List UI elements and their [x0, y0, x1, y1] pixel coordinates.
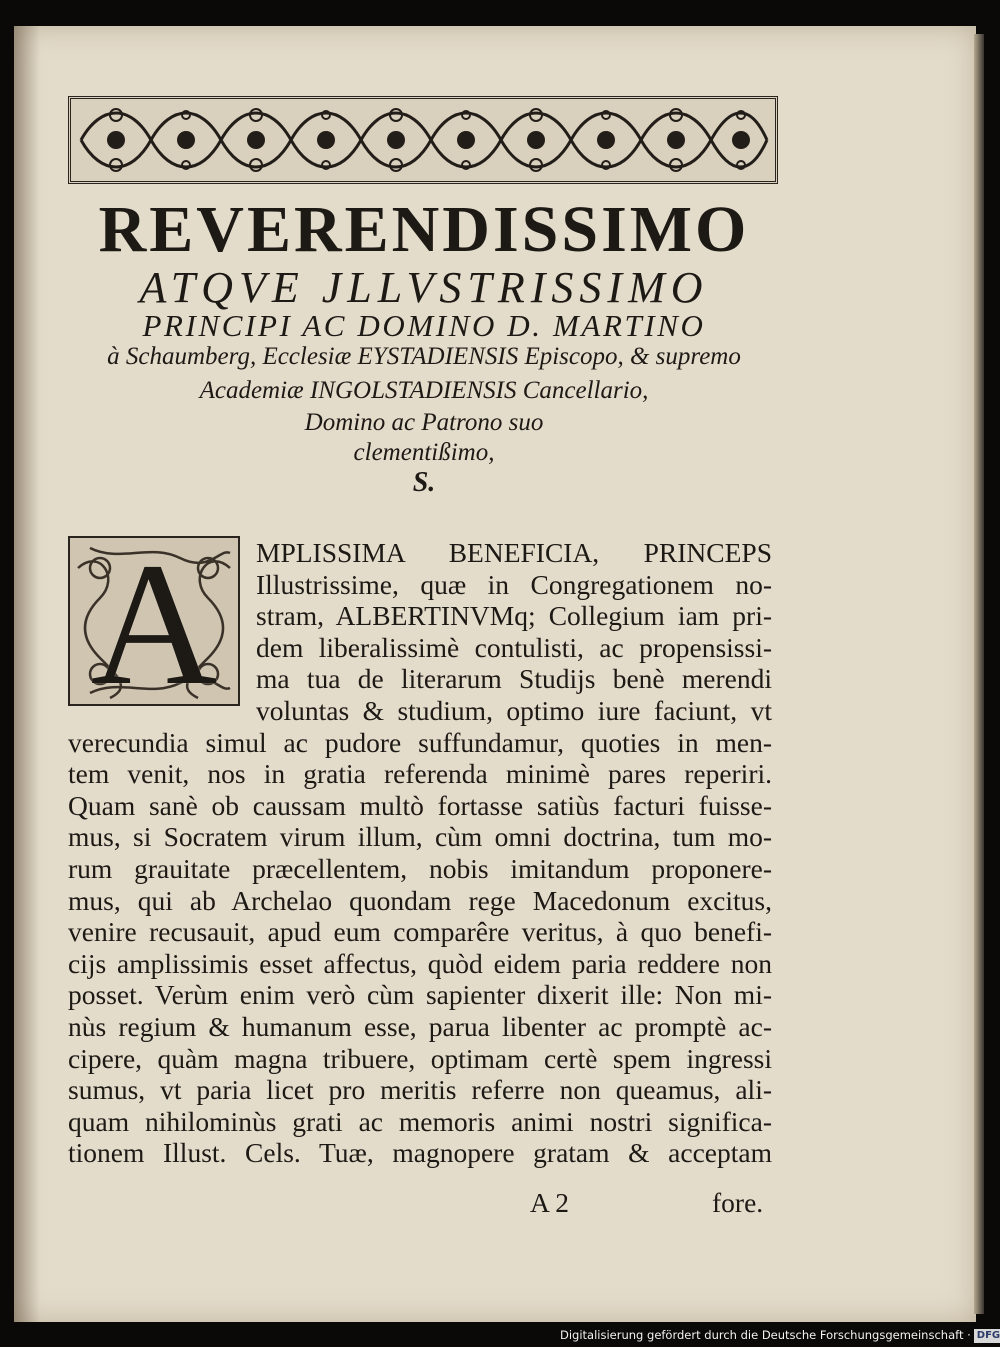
body-line: stram, ALBERTINVMq; Collegium iam pri-: [256, 600, 772, 632]
body-line: Quam sanè ob caussam multò fortasse satiùs facturi fuisse-: [68, 789, 772, 821]
title-line-2: ATQVE JLLVSTRISSIMO: [139, 263, 709, 312]
subtitle-line-2: Academiæ INGOLSTADIENSIS Cancellario,: [199, 377, 649, 404]
body-line: rum grauitate præcellentem, nobis imitandum proponere-: [68, 853, 772, 884]
title-line-3: PRINCIPI AC DOMINO D. MARTINO: [142, 308, 706, 343]
body-line: tionem Illust. Cels. Tuæ, magnopere gratam & acceptam: [68, 1137, 772, 1169]
body-line: posset. Verùm enim verò cùm sapienter dixerit ille: Non mi-: [68, 979, 772, 1011]
ornamental-headband: [68, 96, 778, 184]
body-line: tem venit, nos in gratia referenda minimè pares reperiri.: [68, 758, 772, 790]
body-line: ma tua de literarum Studijs benè merendi: [256, 663, 772, 695]
dfg-logo: DFG: [974, 1329, 1000, 1343]
page-edge: [974, 34, 984, 1314]
title-line-1: REVERENDISSIMO: [98, 193, 750, 266]
body-line: voluntas & studium, optimo iure faciunt, vt: [256, 695, 772, 726]
body-line: MPLISSIMA BENEFICIA, PRINCEPS: [256, 537, 772, 568]
body-line: verecundia simul ac pudore suffundamur, quoties in men-: [68, 726, 772, 758]
catchword: fore.: [712, 1187, 764, 1218]
salutation: S.: [412, 467, 436, 498]
body-line: cijs amplissimis esset affectus, quòd eidem paria reddere non: [68, 947, 772, 979]
drop-cap: [68, 536, 240, 706]
body-line: dem liberalissimè contulisti, ac propensissi-: [256, 631, 772, 663]
drop-cap-letter: A: [90, 536, 218, 706]
signature-mark: A 2: [530, 1187, 569, 1218]
footer-text: Digitalisierung gefördert durch die Deutsche Forschungsgemeinschaft ·: [560, 1328, 971, 1342]
body-line: mus, qui ab Archelao quondam rege Macedonum excitus,: [68, 884, 772, 916]
body-line: cipere, quàm magna tribuere, optimam certè spem ingressi: [68, 1042, 772, 1074]
body-line: sumus, vt paria licet pro meritis referre non queamus, ali-: [68, 1074, 772, 1106]
subtitle-line-3: Domino ac Patrono suo: [304, 409, 544, 436]
body-line: Illustrissime, quæ in Congregationem no-: [256, 568, 772, 600]
subtitle-line-4: clementißimo,: [353, 439, 495, 466]
subtitle-line-1: à Schaumberg, Ecclesiæ EYSTADIENSIS Episcopo, & supremo: [107, 343, 741, 370]
headband-ornament: [71, 99, 775, 181]
body-line: nùs regium & humanum esse, parua libenter ac promptè ac-: [68, 1011, 772, 1042]
body-line: venire recusauit, apud eum comparêre veritus, à quo benefi-: [68, 916, 772, 948]
digitization-footer: [560, 1326, 1000, 1344]
binding-shadow: [14, 26, 40, 1322]
body-line: mus, si Socratem virum illum, cùm omni doctrina, tum mo-: [68, 821, 772, 853]
body-line: quam nihilominùs grati ac memoris animi nostri significa-: [68, 1105, 772, 1137]
